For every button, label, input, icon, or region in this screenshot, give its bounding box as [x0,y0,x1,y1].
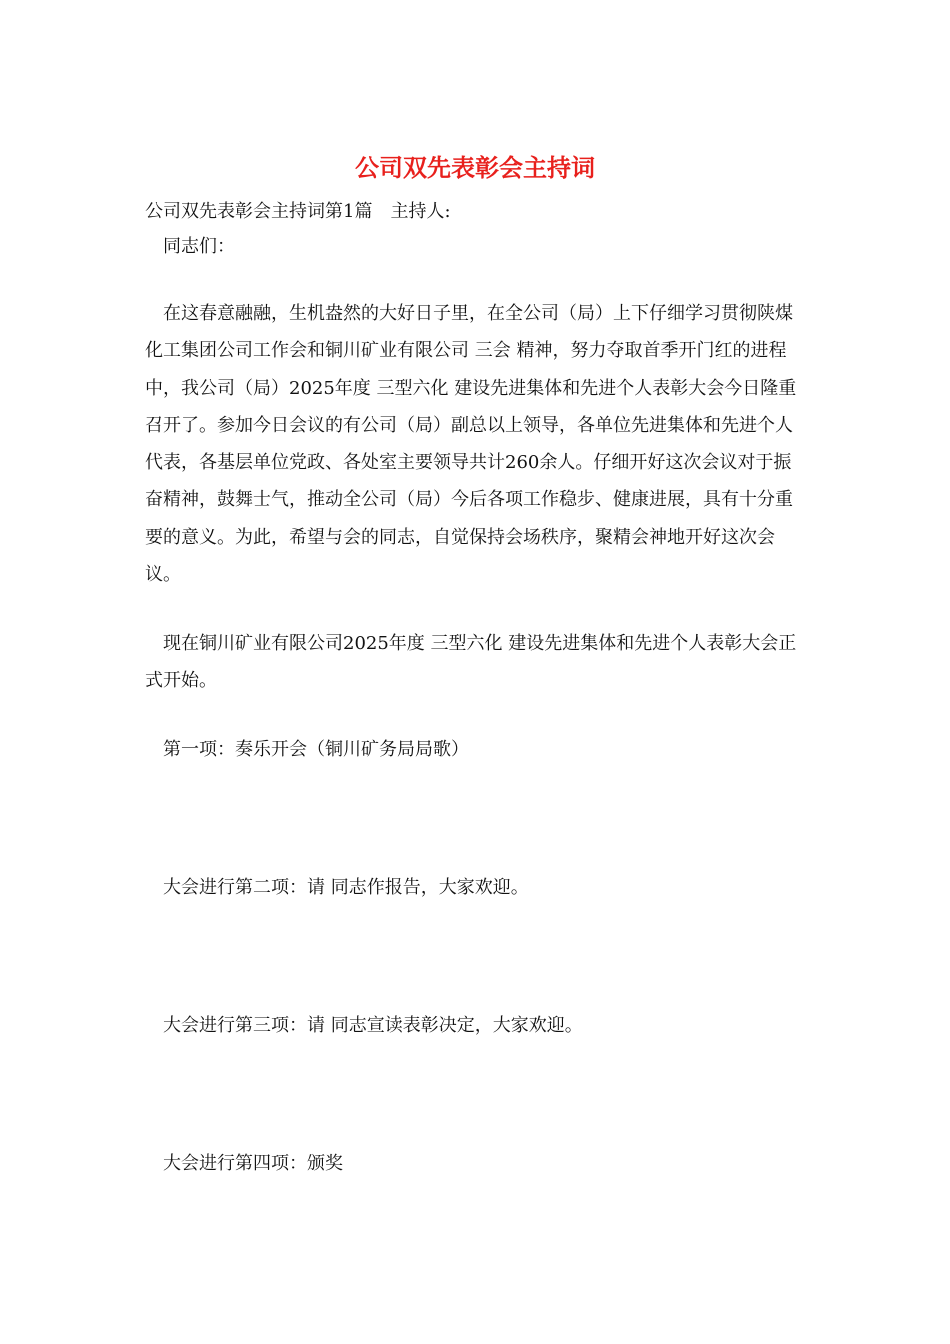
agenda-item-2: 大会进行第二项：请 同志作报告，大家欢迎。 [163,877,529,898]
header-line: 公司双先表彰会主持词第1篇 主持人: [145,201,451,222]
paragraph-opening: 在这春意融融，生机盎然的大好日子里，在全公司（局）上下仔细学习贯彻陕煤化工集团公司工作会和铜川矿业有限公司 三会 精神，努力夺取首季开门红的进程中，我公司（局）2025年度 三型六化 建设先进集体和先进个人表彰大会今日隆重召开了。参加今日会议的有公司（局）副总以上领导，各单位先进集体和先进个人代表，各基层单位党政、各处室主要领导共计260余人。仔细开好这次会议对于振奋精神，鼓舞士气，推动全公司（局）今后各项工作稳步、健康进展，具有十分重要的意义。为此，希望与会的同志，自觉保持会场秩序，聚精会神地开好这次会议。 [145,303,797,586]
agenda-item-1: 第一项：奏乐开会（铜川矿务局局歌） [163,739,469,760]
agenda-item-3: 大会进行第三项：请 同志宣读表彰决定，大家欢迎。 [163,1015,583,1036]
salutation: 同志们： [163,236,235,257]
agenda-item-4: 大会进行第四项：颁奖 [163,1153,343,1174]
paragraph-announcement: 现在铜川矿业有限公司2025年度 三型六化 建设先进集体和先进个人表彰大会正式开始。 [145,633,797,692]
document-title: 公司双先表彰会主持词 [355,153,595,182]
